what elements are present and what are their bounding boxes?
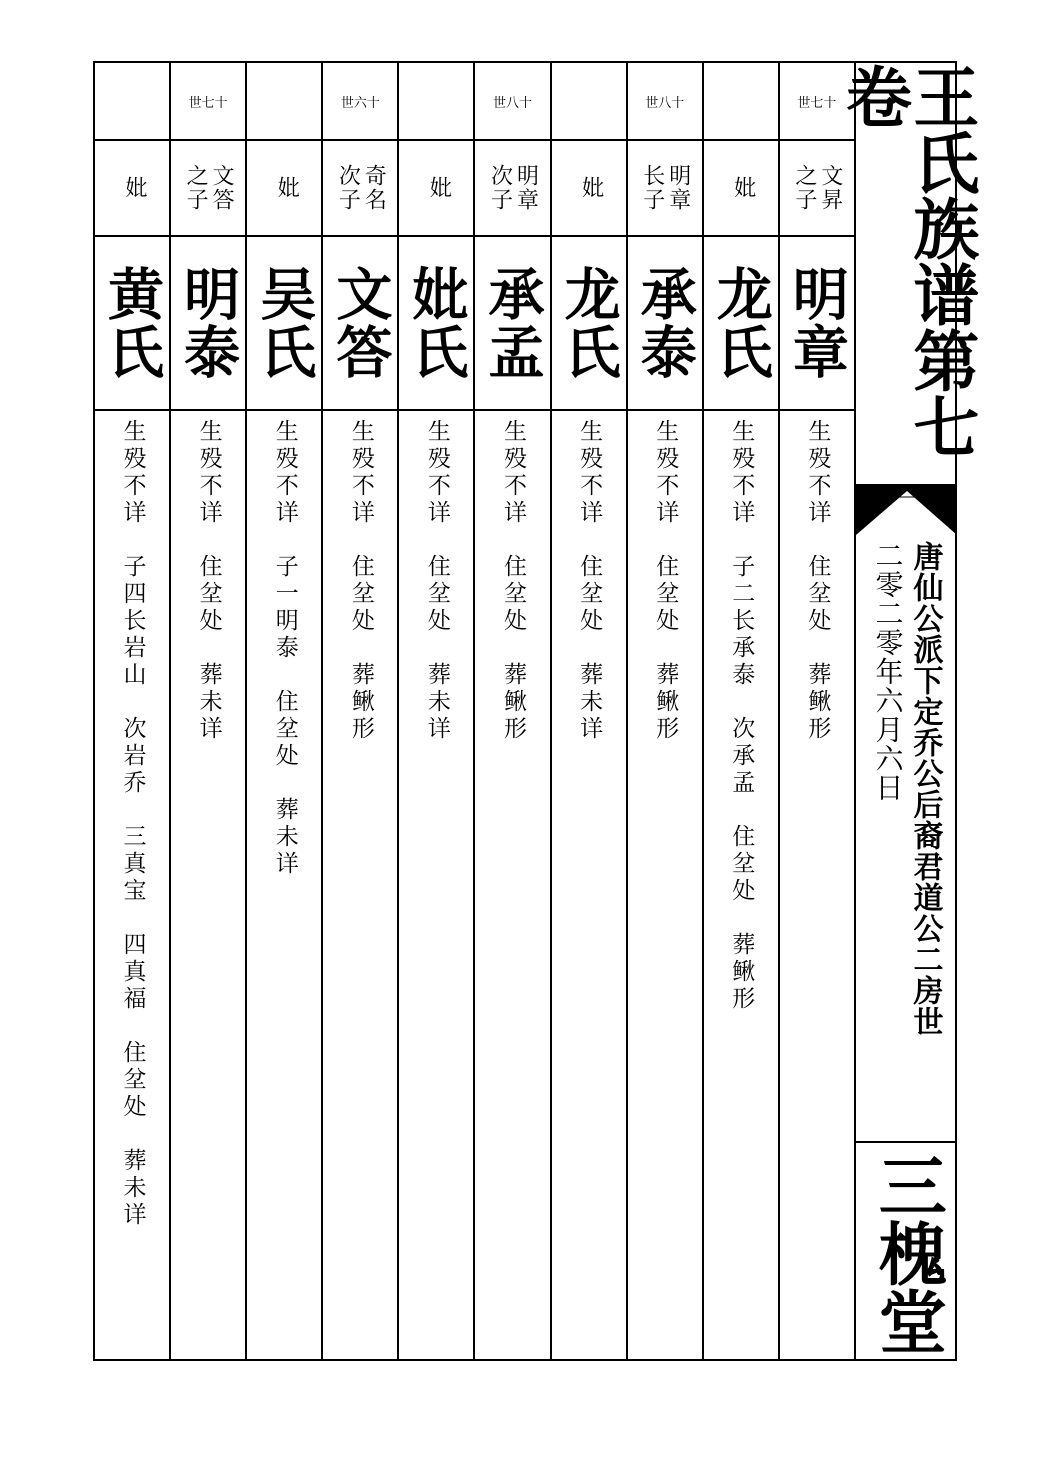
biography: 生殁不详 子二长承泰 次承孟 住坌处 葬鳅形: [728, 419, 755, 1013]
biography: 生殁不详 住坌处 葬鳅形: [500, 419, 527, 743]
person-name: 明泰: [175, 265, 242, 381]
entry-column: [399, 63, 475, 1359]
relation-line-b: 次子: [335, 164, 361, 212]
person-name: 承泰: [631, 265, 698, 381]
biography: 生殁不详 住坌处 葬鳅形: [652, 419, 679, 743]
relation-line-a: 文答: [209, 164, 235, 212]
person-name: 承孟: [479, 265, 546, 381]
genealogy-page: [93, 61, 980, 1361]
entry-column: [247, 63, 323, 1359]
person-name: 龙氏: [707, 265, 774, 381]
relation-line-a: 妣: [274, 176, 300, 200]
entry-column: [704, 63, 780, 1359]
biography: 生殁不详 住坌处 葬鳅形: [804, 419, 831, 743]
relation-line-a: 明章: [513, 164, 539, 212]
relation-line-b: 次子: [487, 164, 513, 212]
generation-label: 世七十: [188, 95, 228, 111]
biography: 生殁不详 子一明泰 住坌处 葬未详: [271, 419, 298, 878]
entry-column: [171, 63, 247, 1359]
entry-column: [552, 63, 628, 1359]
person-name: 明章: [783, 265, 850, 381]
relation-line-a: 妣: [578, 176, 604, 200]
title-panel: [834, 63, 980, 1359]
entry-column: [95, 63, 171, 1359]
hall-name: 三槐堂: [867, 1151, 948, 1355]
person-name: 吴氏: [251, 265, 318, 381]
generation-label: 世八十: [645, 95, 685, 111]
page-title: 王氏族谱第七卷: [834, 63, 980, 459]
relation-line-b: 长子: [639, 164, 665, 212]
biography: 生殁不详 子四长岩山 次岩乔 三真宝 四真福 住坌处 葬未详: [119, 419, 146, 1229]
lineage-subtitle: 唐仙公派下定乔公后裔君道公二房世: [907, 541, 943, 1037]
relation-line-a: 妣: [122, 176, 148, 200]
person-name: 黄氏: [99, 265, 166, 381]
biography: 生殁不详 住坌处 葬鳅形: [347, 419, 374, 743]
entry-columns: [95, 63, 856, 1359]
biography: 生殁不详 住坌处 葬未详: [576, 419, 603, 743]
fishtail-ornament: [856, 487, 957, 547]
person-name: 龙氏: [555, 265, 622, 381]
generation-label: 世八十: [493, 95, 533, 111]
person-name: 妣氏: [403, 265, 470, 381]
generation-label: 世七十: [797, 95, 837, 111]
person-name: 文答: [327, 265, 394, 381]
compiled-date: 二零二零年六月六日: [871, 541, 905, 802]
relation-line-b: 之子: [183, 164, 209, 212]
entry-column: [323, 63, 399, 1359]
relation-line-a: 文昇: [817, 164, 843, 212]
relation-line-b: 之子: [791, 164, 817, 212]
generation-label: 世六十: [340, 95, 380, 111]
relation-line-a: 妣: [426, 176, 452, 200]
relation-line-a: 奇名: [361, 164, 387, 212]
relation-line-a: 明章: [665, 164, 691, 212]
biography: 生殁不详 住坌处 葬未详: [423, 419, 450, 743]
relation-line-a: 妣: [730, 176, 756, 200]
entry-column: [628, 63, 704, 1359]
entry-column: [475, 63, 551, 1359]
biography: 生殁不详 住坌处 葬未详: [195, 419, 222, 743]
